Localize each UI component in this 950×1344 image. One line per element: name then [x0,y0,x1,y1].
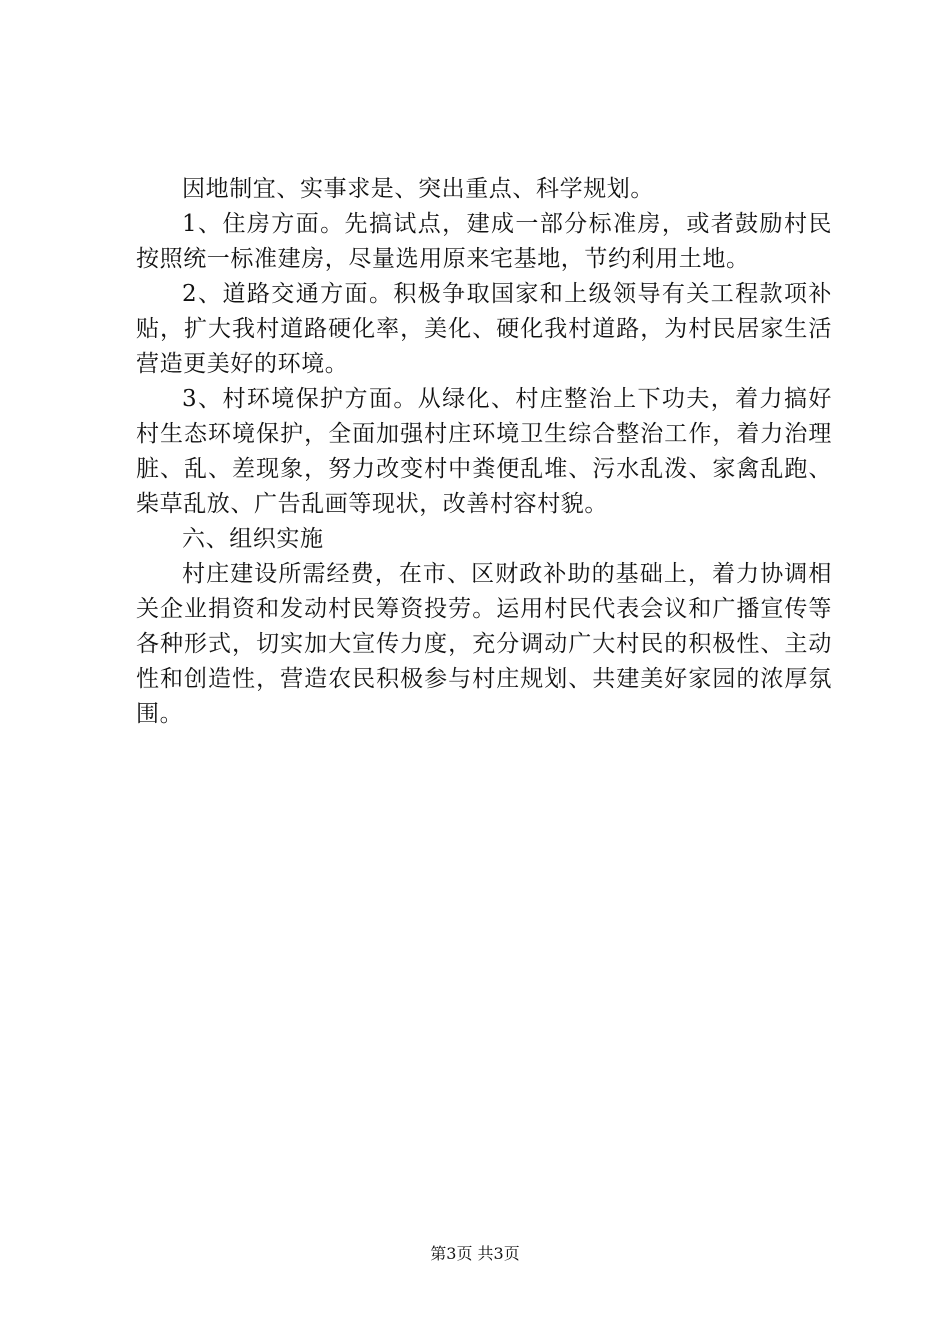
paragraph-environment: 3、村环境保护方面。从绿化、村庄整治上下功夫，着力搞好村生态环境保护，全面加强村庄环境卫生综合整治工作，着力治理脏、乱、差现象，努力改变村中粪便乱堆、污水乱泼、家禽乱跑、柴草乱放、广告乱画等现状，改善村容村貌。 [136,386,832,517]
paragraph-intro: 因地制宜、实事求是、突出重点、科学规划。 [182,176,654,202]
section-heading-implementation: 六、组织实施 [182,526,324,552]
document-body [136,172,832,732]
paragraph-housing: 1、住房方面。先搞试点，建成一部分标准房，或者鼓励村民按照统一标准建房，尽量选用原来宅基地，节约利用土地。 [136,211,832,272]
paragraph-funding: 村庄建设所需经费，在市、区财政补助的基础上，着力协调相关企业捐资和发动村民筹资投劳。运用村民代表会议和广播宣传等各种形式，切实加大宣传力度，充分调动广大村民的积极性、主动性和创造性，营造农民积极参与村庄规划、共建美好家园的浓厚氛围。 [136,561,832,727]
paragraph-roads: 2、道路交通方面。积极争取国家和上级领导有关工程款项补贴，扩大我村道路硬化率，美化、硬化我村道路，为村民居家生活营造更美好的环境。 [136,281,832,377]
page-number-footer: 第3页 共3页 [430,1244,520,1263]
